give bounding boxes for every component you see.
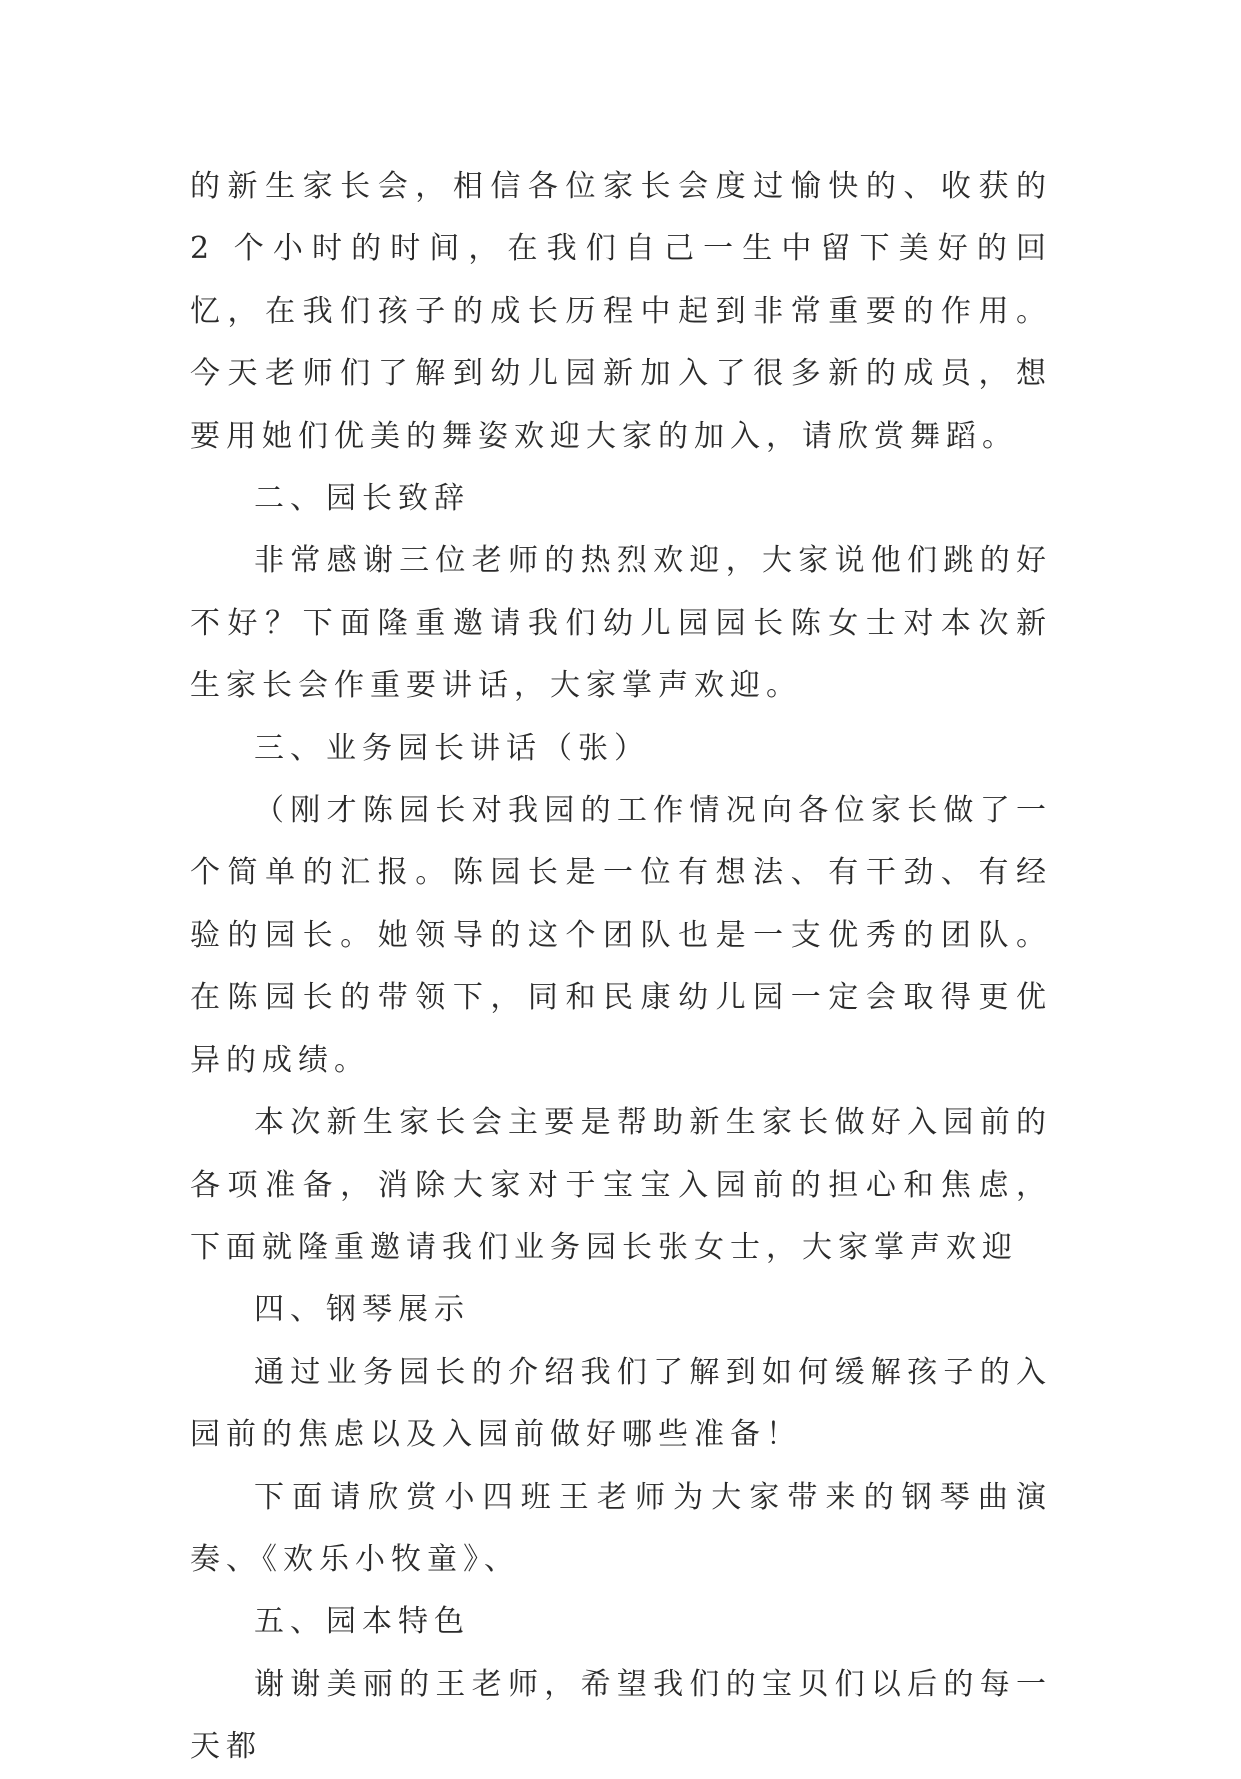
body-paragraph: （刚才陈园长对我园的工作情况向各位家长做了一个简单的汇报。陈园长是一位有想法、有干劲、有经验的园长。她领导的这个团队也是一支优秀的团队。在陈园长的带领下，同和民康幼儿园一定会取得更优异的成绩。 bbox=[190, 793, 1052, 1078]
section-heading: 四、钢琴展示 bbox=[254, 1292, 470, 1328]
body-paragraph: 谢谢美丽的王老师，希望我们的宝贝们以后的每一天都 bbox=[190, 1666, 1052, 1765]
body-paragraph: 通过业务园长的介绍我们了解到如何缓解孩子的入园前的焦虑以及入园前做好哪些准备！ bbox=[190, 1354, 1052, 1453]
section-heading: 五、园本特色 bbox=[254, 1604, 470, 1640]
body-paragraph: 非常感谢三位老师的热烈欢迎，大家说他们跳的好不好？下面隆重邀请我们幼儿园园长陈女士对本次新生家长会作重要讲话，大家掌声欢迎。 bbox=[190, 543, 1052, 704]
body-paragraph: 本次新生家长会主要是帮助新生家长做好入园前的各项准备，消除大家对于宝宝入园前的担心和焦虑，下面就隆重邀请我们业务园长张女士，大家掌声欢迎 bbox=[190, 1105, 1052, 1265]
section-heading: 三、业务园长讲话（张） bbox=[254, 730, 650, 766]
section-heading: 二、园长致辞 bbox=[254, 481, 470, 517]
document-page bbox=[190, 156, 1052, 1779]
body-paragraph: 下面请欣赏小四班王老师为大家带来的钢琴曲演奏、《欢乐小牧童》、 bbox=[190, 1479, 1052, 1577]
body-paragraph: 的新生家长会，相信各位家长会度过愉快的、收获的 2 个小时的时间，在我们自己一生中留下美好的回忆，在我们孩子的成长历程中起到非常重要的作用。今天老师们了解到幼儿园新加入了很多新的成员，想要用她们优美的舞姿欢迎大家的加入，请欣赏舞蹈。 bbox=[190, 169, 1052, 454]
